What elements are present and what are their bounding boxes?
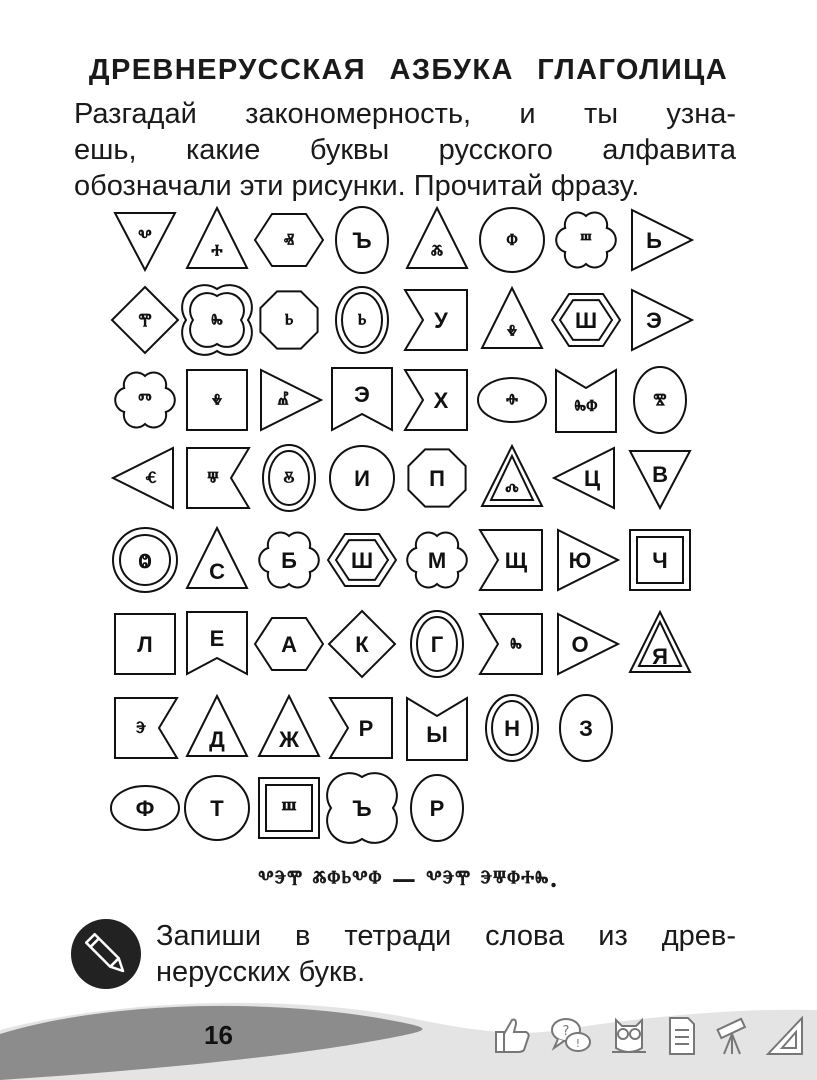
page-number: 16 xyxy=(204,1020,233,1050)
symbol-label: С xyxy=(209,559,225,584)
symbol-square-double-r5c8 xyxy=(620,520,700,600)
symbol-hexagon-r6c3 xyxy=(249,604,329,684)
symbol-label: Р xyxy=(358,716,374,741)
symbol-label: ⱏ xyxy=(283,228,295,253)
symbol-ellipse-v-r1c4 xyxy=(322,200,402,280)
symbol-label: Я xyxy=(652,644,668,669)
symbol-label: Т xyxy=(210,796,224,821)
symbol-label: ⰸⱇ xyxy=(574,394,598,419)
thumbs-up-icon xyxy=(488,1010,538,1060)
symbol-ellipse-v-double-r6c5 xyxy=(397,604,477,684)
symbol-clover-double-r2c2 xyxy=(177,280,257,360)
symbol-tri-up-r7c2 xyxy=(177,688,257,768)
symbol-ellipse-v-r8c5 xyxy=(397,768,477,848)
symbol-ellipse-v-r3c8 xyxy=(620,360,700,440)
symbol-circle-r4c4 xyxy=(322,438,402,518)
symbol-tri-up-double-r4c6 xyxy=(472,438,552,518)
symbol-label: ⰸ xyxy=(211,308,223,333)
symbol-label: ⱚ xyxy=(506,388,518,413)
symbol-label: Ь xyxy=(646,228,662,253)
symbol-diamond-r2c1 xyxy=(105,280,185,360)
symbol-label: Э xyxy=(646,308,662,333)
symbol-label: ⱋ xyxy=(207,466,219,491)
owl-icon xyxy=(604,1010,654,1060)
symbol-label: П xyxy=(429,466,445,491)
symbol-flag-up-r7c5 xyxy=(397,688,477,768)
symbol-tri-up-r5c2 xyxy=(177,520,257,600)
symbol-flower-r1c7 xyxy=(546,200,626,280)
symbol-label: Р xyxy=(429,796,445,821)
svg-text:?: ? xyxy=(562,1024,570,1039)
symbol-label: Н xyxy=(504,716,520,741)
symbol-flag-left-r2c5 xyxy=(397,280,477,360)
symbol-label: Ш xyxy=(350,548,374,573)
symbol-label: ⰴ xyxy=(505,478,519,503)
symbol-square-r6c1 xyxy=(105,604,185,684)
symbol-label: ⰲ xyxy=(138,224,152,249)
symbol-label: И xyxy=(354,466,370,491)
svg-text:!: ! xyxy=(575,1037,581,1050)
symbol-square-double-r8c3 xyxy=(249,768,329,848)
page-title: ДРЕВНЕРУССКАЯ АЗБУКА ГЛАГОЛИЦА xyxy=(88,54,729,86)
symbol-tri-up-double-r6c8 xyxy=(620,604,700,684)
symbol-ellipse-v-r7c7 xyxy=(546,688,626,768)
symbol-label: Ш xyxy=(574,308,598,333)
symbol-hexagon-double-r5c4 xyxy=(322,520,402,600)
pencil-icon xyxy=(70,918,142,990)
symbol-flag-down-r3c4 xyxy=(322,360,402,440)
symbol-flag-left-r3c5 xyxy=(397,360,477,440)
symbol-flag-left-r5c6 xyxy=(472,520,552,600)
symbol-octagon-r2c3 xyxy=(249,280,329,360)
symbol-label: Ⱎ xyxy=(281,796,297,821)
symbol-circle-r1c6 xyxy=(472,200,552,280)
symbol-label: К xyxy=(355,632,369,657)
symbol-label: О xyxy=(571,632,589,657)
symbol-flag-left-r7c4 xyxy=(322,688,402,768)
symbol-label: Ъ xyxy=(352,228,372,253)
symbol-label: Ы xyxy=(426,722,448,747)
symbol-label: Ч xyxy=(652,548,668,573)
symbol-label: ⱎ xyxy=(580,228,592,253)
symbol-clover-r8c4 xyxy=(322,768,402,848)
intro-line-2: ешь, какие буквы русского алфавита xyxy=(74,134,736,166)
symbol-label: ⰷ xyxy=(506,319,518,344)
symbol-label: А xyxy=(281,632,297,657)
symbol-flower-r5c5 xyxy=(397,520,477,600)
symbol-label: Л xyxy=(137,632,153,657)
symbol-ellipse-v-double-r2c4 xyxy=(322,280,402,360)
intro-line-1: Разгадай закономерность, и ты узна- xyxy=(74,98,736,130)
intro-paragraph xyxy=(74,96,736,204)
symbol-circle-r8c2 xyxy=(177,768,257,848)
speech-bubbles-icon xyxy=(546,1010,596,1060)
symbol-tri-left-r4c1 xyxy=(105,438,185,518)
symbol-tri-right-r3c3 xyxy=(249,360,329,440)
symbol-label: Х xyxy=(433,388,449,413)
symbol-square-r3c2 xyxy=(177,360,257,440)
symbol-label: Ц xyxy=(583,466,601,491)
symbol-hexagon-double-r2c7 xyxy=(546,280,626,360)
symbol-label: ⰶ xyxy=(430,239,444,264)
symbol-flag-up-r3c7 xyxy=(546,360,626,440)
symbol-tri-right-r6c7 xyxy=(546,604,626,684)
symbol-hexagon-r1c3 xyxy=(249,200,329,280)
symbol-ellipse-h-r3c6 xyxy=(472,360,552,440)
symbol-label: ⰸ xyxy=(510,632,522,657)
symbol-flag-right-r7c1 xyxy=(105,688,185,768)
intro-line-3: обозначали эти рисунки. Прочитай фразу. xyxy=(74,170,640,202)
symbol-flower-r3c1 xyxy=(105,360,185,440)
symbol-tri-down-r1c1 xyxy=(105,200,185,280)
symbol-tri-up-r1c5 xyxy=(397,200,477,280)
set-square-icon xyxy=(760,1010,810,1060)
symbol-label: ⱅ xyxy=(138,388,152,413)
telescope-icon xyxy=(708,1010,758,1060)
symbol-label: ⱇ xyxy=(506,228,518,253)
symbol-label: ⰰ xyxy=(211,239,223,264)
symbol-label: ⱔ xyxy=(145,466,157,491)
symbol-label: Ю xyxy=(568,548,592,573)
symbol-ellipse-v-double-r4c3 xyxy=(249,438,329,518)
symbol-label: ⰼ xyxy=(277,388,289,413)
symbol-label: ⱃ xyxy=(284,308,294,333)
notepad-icon xyxy=(656,1010,706,1060)
task-paragraph xyxy=(156,918,736,990)
symbol-label: Ъ xyxy=(352,796,372,821)
symbol-ellipse-h-r8c1 xyxy=(105,768,185,848)
symbol-tri-up-r1c2 xyxy=(177,200,257,280)
symbol-circle-double-r5c1 xyxy=(105,520,185,600)
symbol-flag-down-r6c2 xyxy=(177,604,257,684)
symbol-tri-right-r5c7 xyxy=(546,520,626,600)
symbol-label: ⰺ xyxy=(653,388,667,413)
task-line-2: нерусских букв. xyxy=(156,956,366,988)
symbol-tri-up-r7c3 xyxy=(249,688,329,768)
symbol-ellipse-v-double-r7c6 xyxy=(472,688,552,768)
symbol-diamond-r6c4 xyxy=(322,604,402,684)
symbol-flower-r5c3 xyxy=(249,520,329,600)
symbol-label: ⰹ xyxy=(138,308,152,333)
task-line-1: Запиши в тетради слова из древ- xyxy=(156,920,736,952)
symbol-label: ⰻ xyxy=(283,466,295,491)
symbol-label: Е xyxy=(209,626,225,651)
symbol-tri-up-r2c6 xyxy=(472,280,552,360)
symbol-label: ⱃ xyxy=(357,308,367,333)
symbol-label: У xyxy=(434,308,448,333)
symbol-tri-right-r1c8 xyxy=(620,200,700,280)
symbol-octagon-r4c5 xyxy=(397,438,477,518)
symbol-flag-left-r6c6 xyxy=(472,604,552,684)
symbol-tri-right-r2c8 xyxy=(620,280,700,360)
symbol-label: Э xyxy=(354,382,370,407)
glagolitic-phrase: ⰲⰵⰹ ⰶⱇⱃⰲⱇ — ⰲⰵⰹ ⰵⱋⱇⰰⰸ. xyxy=(258,864,559,893)
symbol-label: Ж xyxy=(279,727,299,752)
symbol-label: Д xyxy=(209,727,225,752)
symbol-label: З xyxy=(579,716,593,741)
symbol-label: Ф xyxy=(135,796,155,821)
symbol-label: Г xyxy=(430,632,444,657)
symbol-label: Б xyxy=(281,548,297,573)
symbol-label: ⰷ xyxy=(211,388,223,413)
symbol-label: Ⱉ xyxy=(138,548,152,573)
symbol-tri-left-r4c7 xyxy=(546,438,626,518)
symbol-label: М xyxy=(427,548,447,573)
symbol-label: Щ xyxy=(504,548,528,573)
symbol-label: ⰵ xyxy=(135,716,147,741)
symbol-tri-down-r4c8 xyxy=(620,438,700,518)
symbol-flag-right-r4c2 xyxy=(177,438,257,518)
symbol-label: В xyxy=(652,462,668,487)
